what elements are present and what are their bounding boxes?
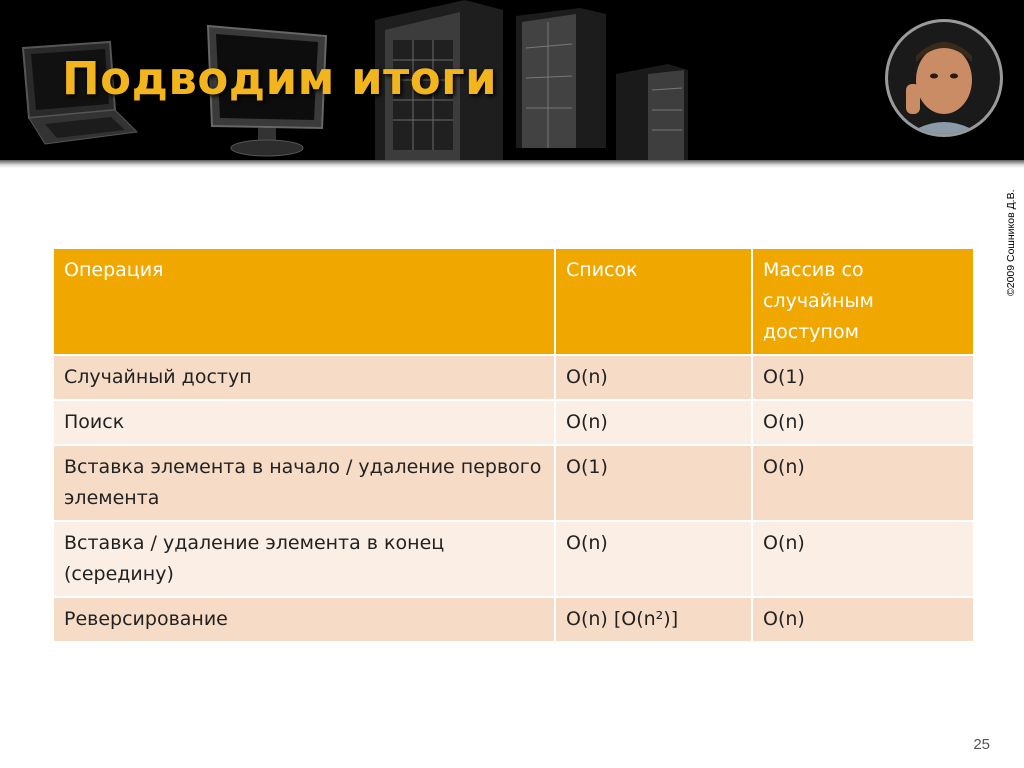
header-banner	[0, 0, 1024, 160]
table-row	[53, 597, 974, 642]
cell-list: O(n) [O(n²)]	[555, 597, 752, 642]
copyright-text: ©2009 Сошников Д.В.	[1005, 189, 1017, 296]
table-header-row	[53, 248, 974, 355]
cell-operation: Поиск	[53, 400, 555, 445]
cell-list: O(1)	[555, 445, 752, 521]
cell-array: O(n)	[752, 400, 974, 445]
complexity-table	[52, 247, 975, 643]
page-number: 25	[973, 736, 990, 753]
cell-list: O(n)	[555, 400, 752, 445]
table-row	[53, 355, 974, 400]
cell-operation: Реверсирование	[53, 597, 555, 642]
header-operation: Операция	[53, 248, 555, 355]
cell-list: O(n)	[555, 355, 752, 400]
cell-array: O(n)	[752, 445, 974, 521]
author-photo	[888, 22, 1000, 134]
banner-divider	[0, 160, 1024, 168]
slide-title: Подводим итоги	[62, 52, 498, 105]
cell-operation: Вставка / удаление элемента в конец (середину)	[53, 521, 555, 597]
cell-array: O(n)	[752, 521, 974, 597]
table-row	[53, 445, 974, 521]
cell-operation: Случайный доступ	[53, 355, 555, 400]
cell-array: O(n)	[752, 597, 974, 642]
avatar	[888, 22, 1000, 134]
cell-operation: Вставка элемента в начало / удаление первого элемента	[53, 445, 555, 521]
header-list: Список	[555, 248, 752, 355]
header-array: Массив со случайным доступом	[752, 248, 974, 355]
table-row	[53, 400, 974, 445]
table-row	[53, 521, 974, 597]
server-tower-icon	[612, 60, 692, 160]
cell-list: O(n)	[555, 521, 752, 597]
server-tower-icon	[510, 8, 610, 148]
cell-array: O(1)	[752, 355, 974, 400]
